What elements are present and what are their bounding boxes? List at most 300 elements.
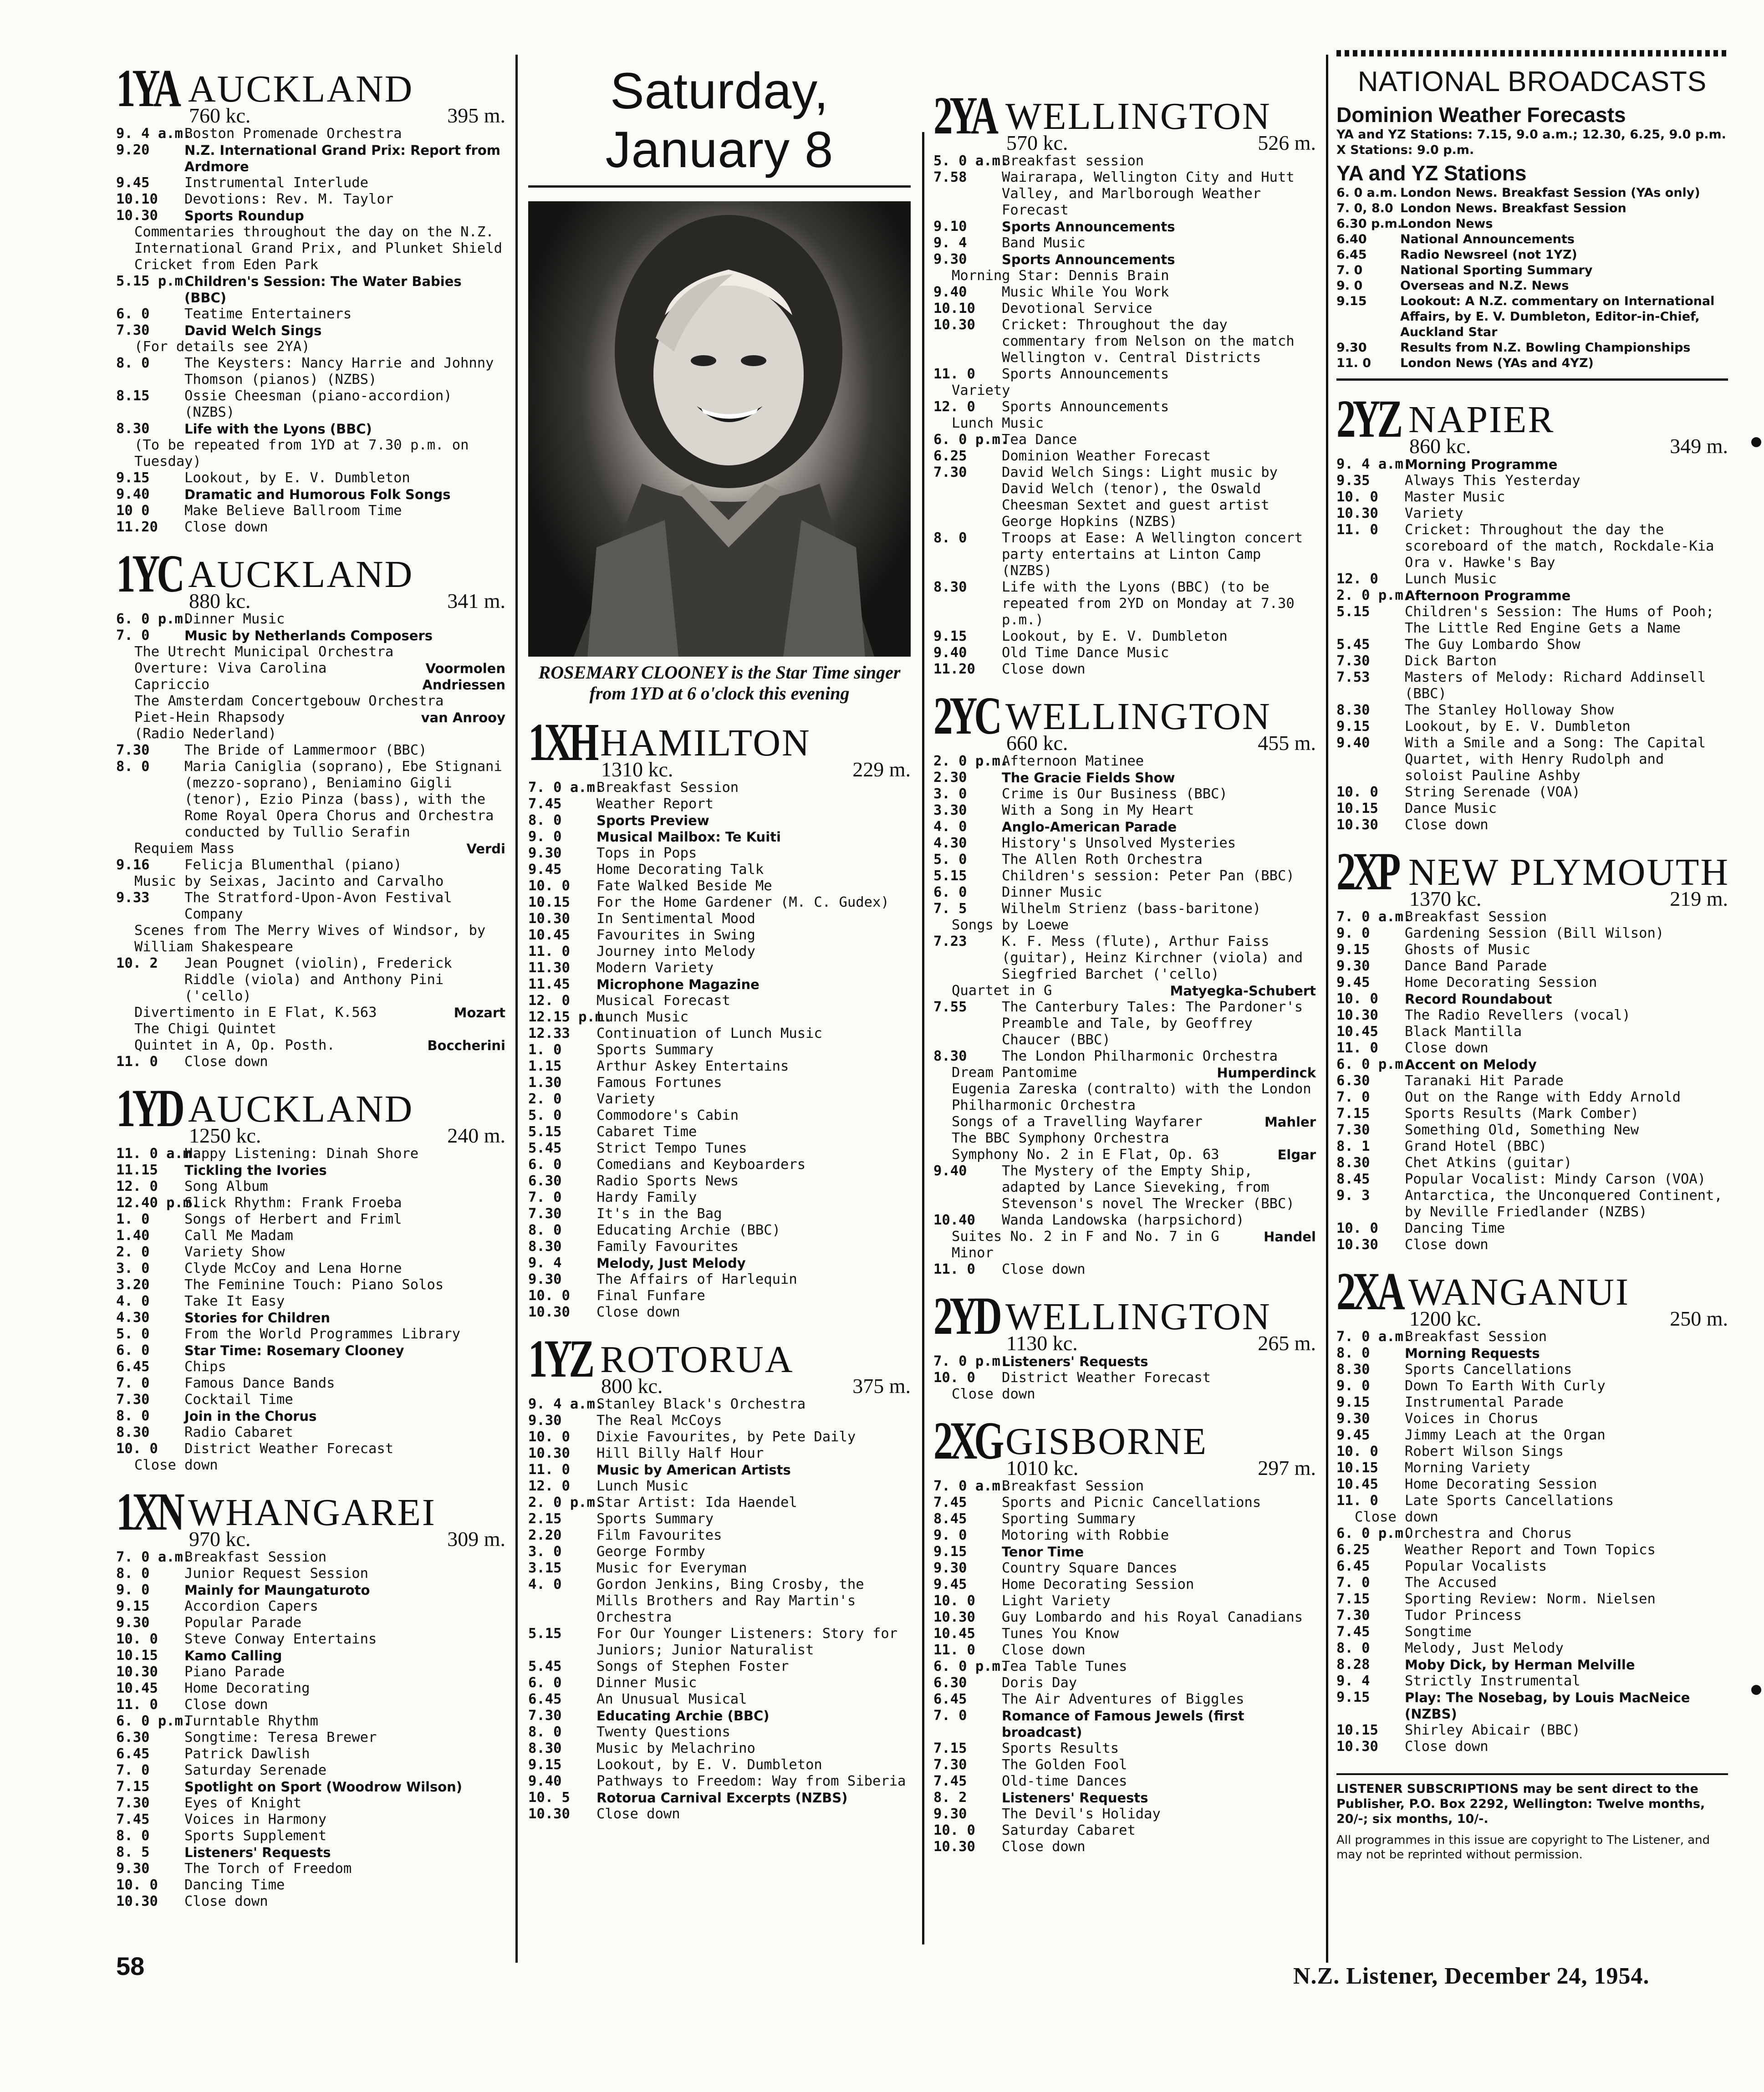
programme-time: 6.45 [116, 1359, 150, 1375]
programme-title: The Stratford-Upon-Avon Festival Company [184, 890, 452, 922]
programme-title: Lookout, by E. V. Dumbleton [1002, 628, 1228, 644]
programme-time: 12.40 p.m. [116, 1195, 200, 1211]
programme-title: Musical Mailbox: Te Kuiti [596, 829, 781, 845]
station-wavelength: 349 m. [1670, 434, 1728, 458]
programme-time: 3. 0 [528, 1544, 562, 1560]
station-block [933, 686, 1316, 1278]
programme-row [933, 753, 1316, 770]
programme-time: 9.15 [1336, 942, 1370, 958]
station-block [933, 86, 1316, 678]
programme-row [1336, 975, 1728, 991]
programme-time: 5.15 [933, 868, 967, 884]
programme-time: 9.15 [1336, 1394, 1370, 1410]
programme-row [528, 1009, 911, 1026]
programme-row [528, 911, 911, 927]
programme-row [1336, 1089, 1728, 1106]
programme-row [528, 1560, 911, 1577]
programme-title: The Devil's Holiday [1002, 1806, 1161, 1822]
programme-title: An Unusual Musical [596, 1691, 747, 1707]
programme-time: 11. 0 [116, 1054, 158, 1070]
programme-title: The Mystery of the Empty Ship, adapted by Lance Sieveking, from Stevenson's novel The Wrecker (BBC) [1002, 1163, 1295, 1212]
programme-time: 10.45 [1336, 1476, 1378, 1492]
programme-row [116, 503, 505, 519]
programme-row [528, 1806, 911, 1822]
programme-title: History's Unsolved Mysteries [1002, 835, 1236, 851]
programme-time: 9.15 [1336, 719, 1370, 735]
programme-time: 10. 0 [1336, 991, 1378, 1007]
station-city: NAPIER [1408, 398, 1555, 441]
programme-detail: The Chigi Quintet [134, 1021, 277, 1037]
issue-footer: N.Z. Listener, December 24, 1954. [1293, 1963, 1650, 1989]
station-frequency: 1010 kc. [1006, 1456, 1079, 1480]
work-title: Requiem Mass [134, 841, 235, 857]
programme-time: 5. 0 [116, 1326, 150, 1342]
programme-time: 8. 0 [528, 1222, 562, 1238]
work-title: Quartet in G [952, 983, 1052, 999]
programme-title: Popular Parade [184, 1615, 302, 1631]
programme-time: 7. 0 [116, 1762, 150, 1778]
station-callsign: 1XH [528, 712, 596, 772]
programme-title: Dinner Music [1002, 884, 1102, 900]
programme-row [933, 661, 1316, 678]
programme-time: 2. 0 p.m. [528, 1495, 604, 1510]
programme-row [1336, 604, 1728, 637]
programme-title: The Golden Fool [1002, 1757, 1127, 1773]
programme-row [1336, 1220, 1728, 1237]
programme-row [933, 1544, 1316, 1560]
programme-title: Voices in Harmony [184, 1811, 327, 1827]
programme-title: Dinner Music [184, 611, 285, 627]
programme-row [933, 1353, 1316, 1370]
programme-title: Songtime: Teresa Brewer [184, 1730, 377, 1745]
programme-row [1336, 1171, 1728, 1188]
composer: Andriessen [422, 677, 505, 693]
programme-row [528, 1478, 911, 1495]
programme-row [116, 1277, 505, 1293]
programme-row [933, 835, 1316, 852]
programme-row [1336, 1542, 1728, 1558]
programme-title: Record Roundabout [1405, 991, 1552, 1007]
programme-title: Close down [596, 1806, 680, 1822]
programme-time: 6. 0 p.m. [116, 611, 192, 627]
programme-title: Steve Conway Entertains [184, 1631, 377, 1647]
programme-row [1336, 1040, 1728, 1056]
programme-row [933, 464, 1316, 530]
programme-row [116, 1582, 505, 1598]
programme-row [116, 1441, 505, 1457]
station-wavelength: 219 m. [1670, 887, 1728, 910]
programme-title: Wairarapa, Wellington City and Hutt Valley, and Marlborough Weather Forecast [1002, 169, 1295, 218]
programme-row [116, 1697, 505, 1713]
programme-time: 6.40 [1336, 232, 1367, 246]
programme-title: The Canterbury Tales: The Pardoner's Preamble and Tale, by Geoffrey Chaucer (BBC) [1002, 999, 1303, 1048]
programme-title: Devotional Service [1002, 301, 1152, 316]
station-callsign: 2XG [933, 1411, 1001, 1470]
programme-title: Boston Promenade Orchestra [184, 126, 402, 142]
programme-row [116, 1310, 505, 1326]
national-programme-row [1336, 201, 1728, 216]
programme-row [528, 1396, 911, 1413]
programme-time: 9.15 [116, 470, 150, 486]
programme-title: Continuation of Lunch Music [596, 1026, 822, 1041]
station-frequency: 570 kc. [1006, 131, 1068, 154]
programme-row [528, 1544, 911, 1560]
programme-time: 8. 0 [116, 355, 150, 371]
programme-row [1336, 958, 1728, 975]
station-block [116, 1078, 505, 1474]
programme-time: 5.15 [1336, 604, 1370, 620]
programme-time: 9.30 [933, 1806, 967, 1822]
programme-time: 7. 0 [116, 628, 150, 643]
programme-row [116, 273, 505, 306]
programme-time: 10. 2 [116, 955, 158, 971]
programme-title: Home Decorating Session [1405, 975, 1597, 990]
programme-time: 9. 0 [1336, 279, 1363, 293]
programme-row [1336, 925, 1728, 942]
programme-time: 10.15 [528, 894, 570, 910]
programme-time: 6.30 [1336, 1073, 1370, 1089]
composer: Handel [1264, 1229, 1316, 1245]
composer: Elgar [1277, 1147, 1316, 1163]
programme-row [933, 1806, 1316, 1822]
programme-row [1336, 1155, 1728, 1171]
programme-title: Close down [596, 1304, 680, 1320]
programme-title: For the Home Gardener (M. C. Gudex) [596, 894, 889, 910]
programme-time: 9.16 [116, 857, 150, 873]
programme-title: Happy Listening: Dinah Shore [184, 1146, 419, 1162]
programme-time: 6. 0 [116, 1342, 150, 1358]
programme-time: 7.45 [1336, 1624, 1370, 1640]
programme-detail: Eugenia Zareska (contralto) with the London Philharmonic Orchestra [952, 1081, 1311, 1113]
programme-time: 8.45 [933, 1511, 967, 1527]
programme-time: 8. 0 [933, 530, 967, 546]
programme-row [528, 1189, 911, 1206]
station-city: ROTORUA [600, 1338, 794, 1381]
programme-title: The London Philharmonic Orchestra [1002, 1048, 1278, 1064]
programme-time: 7.30 [116, 1795, 150, 1811]
programme-row [528, 1107, 911, 1124]
programme-row [116, 1228, 505, 1244]
programme-row [116, 1566, 505, 1582]
programme-row [116, 1211, 505, 1228]
programme-title: Tea Table Tunes [1002, 1658, 1127, 1674]
programme-time: 10.30 [528, 1304, 570, 1320]
station-frequency: 760 kc. [189, 104, 251, 127]
programme-title: David Welch Sings: Light music by David Welch (tenor), the Oswald Cheesman Sextet and guest artist George Hopkins (NZBS) [1002, 464, 1278, 530]
programme-row [528, 1527, 911, 1544]
programme-time: 10.30 [528, 1806, 570, 1822]
programme-title: Black Mantilla [1405, 1024, 1522, 1040]
programme-row [528, 845, 911, 862]
programme-row [116, 1359, 505, 1375]
programme-row [528, 944, 911, 960]
programme-row [1336, 1024, 1728, 1040]
programme-row [933, 169, 1316, 219]
programme-time: 3.30 [933, 802, 967, 818]
programme-title: Shirley Abicair (BBC) [1405, 1722, 1580, 1738]
programme-time: 6. 0 a.m. [1336, 186, 1397, 200]
programme-row [116, 1746, 505, 1762]
programme-title: Sports Announcements [1002, 252, 1175, 267]
programme-row [933, 1740, 1316, 1757]
programme-row [116, 1179, 505, 1195]
programme-title: Close down [1002, 1839, 1086, 1855]
programme-row [933, 530, 1316, 579]
programme-row [528, 1658, 911, 1675]
programme-title: In Sentimental Mood [596, 911, 755, 927]
programme-time: 6.30 p.m. [1336, 217, 1402, 231]
programme-time: 10.30 [1336, 1007, 1378, 1023]
programme-title: Close down [1002, 1642, 1086, 1658]
programme-row [528, 1124, 911, 1140]
station-wavelength: 229 m. [852, 758, 911, 781]
composer: Voormolen [425, 661, 505, 676]
programme-row [1336, 1073, 1728, 1089]
programme-row [1336, 1106, 1728, 1122]
programme-time: 6. 0 p.m. [1336, 1526, 1412, 1541]
page-title: Saturday, January 8 [605, 62, 834, 178]
programme-row [116, 355, 505, 388]
programme-time: 10. 0 [933, 1370, 975, 1386]
programme-title: Dancing Time [1405, 1220, 1505, 1236]
programme-title: The Keysters: Nancy Harrie and Johnny Thomson (pianos) (NZBS) [184, 355, 494, 388]
programme-time: 6.30 [528, 1173, 562, 1189]
programme-time: 10. 5 [528, 1790, 570, 1806]
national-programme-row [1336, 247, 1728, 263]
programme-title: N.Z. International Grand Prix: Report from Ardmore [184, 143, 500, 174]
programme-row [1336, 1237, 1728, 1253]
programme-row [116, 519, 505, 536]
programme-title: Close down [184, 519, 268, 535]
programme-time: 10.45 [116, 1680, 158, 1696]
programme-row [116, 1615, 505, 1631]
programme-row [116, 1680, 505, 1697]
programme-time: 8.30 [1336, 1362, 1370, 1378]
work-title: Dream Pantomime [952, 1065, 1077, 1081]
programme-time: 7. 0 [933, 1708, 967, 1724]
programme-title: Favourites in Swing [596, 927, 755, 943]
programme-title: Lookout, by E. V. Dumbleton [184, 470, 410, 486]
programme-row [528, 1173, 911, 1189]
programme-time: 9. 4 [1336, 1673, 1370, 1689]
programme-row [116, 191, 505, 208]
station-block [1336, 389, 1728, 833]
station-wavelength: 250 m. [1670, 1307, 1728, 1330]
programme-row [528, 862, 911, 878]
programme-title: The Feminine Touch: Piano Solos [184, 1277, 444, 1293]
station-frequency: 1370 kc. [1409, 887, 1482, 910]
national-programme-list [1336, 185, 1728, 371]
programme-title: Musical Forecast [596, 993, 730, 1009]
programme-row [116, 470, 505, 486]
programme-title: Song Album [184, 1179, 268, 1194]
programme-row [933, 802, 1316, 819]
programme-title: National Sporting Summary [1400, 263, 1593, 277]
programme-row [116, 955, 505, 1005]
programme-title: Something Old, Something New [1405, 1122, 1639, 1138]
programme-row [933, 628, 1316, 645]
programme-title: Sports Roundup [184, 208, 304, 224]
programme-row [116, 1326, 505, 1342]
programme-time: 9. 4 a.m. [1336, 456, 1412, 472]
programme-time: 9.30 [116, 1861, 150, 1877]
programme-time: 7.30 [528, 1206, 562, 1222]
programme-title: Stories for Children [184, 1310, 331, 1326]
programme-title: Country Square Dances [1002, 1560, 1178, 1576]
programme-title: Morning Programme [1405, 457, 1558, 472]
programme-title: Light Variety [1002, 1593, 1111, 1609]
programme-title: Take It Easy [184, 1293, 285, 1309]
station-callsign: 1YC [116, 544, 182, 603]
programme-time: 7.45 [933, 1773, 967, 1789]
programme-title: K. F. Mess (flute), Arthur Faiss (guitar), Heinz Kirchner (viola) and Siegfried Barchet ('cello) [1002, 934, 1303, 982]
programme-time: 10.30 [933, 317, 975, 333]
column-4-stations [1336, 389, 1730, 1755]
programme-detail: Morning Star: Dennis Brain [952, 268, 1169, 284]
station-frequency: 860 kc. [1409, 434, 1471, 458]
programme-time: 6.30 [116, 1730, 150, 1745]
programme-time: 7.15 [1336, 1591, 1370, 1607]
programme-title: Results from N.Z. Bowling Championships [1400, 341, 1691, 355]
programme-title: Music While You Work [1002, 284, 1169, 300]
programme-time: 10. 0 [933, 1822, 975, 1838]
programme-title: Variety [1405, 505, 1463, 521]
programme-row [116, 322, 505, 339]
programme-work [116, 1005, 505, 1021]
programme-time: 1.30 [528, 1075, 562, 1091]
programme-title: Close down [184, 1893, 268, 1909]
programme-time: 11. 0 [1336, 522, 1378, 538]
programme-time: 8.28 [1336, 1657, 1370, 1673]
programme-row [116, 306, 505, 322]
programme-row [528, 878, 911, 894]
column-3 [933, 77, 1316, 1857]
programme-time: 6.25 [933, 448, 967, 464]
programme-title: The Stanley Holloway Show [1405, 702, 1614, 718]
programme-title: Lunch Music [1405, 571, 1497, 587]
programme-title: Tenor Time [1002, 1544, 1084, 1560]
programme-time: 9. 0 [116, 1582, 150, 1598]
work-title: Capriccio [134, 677, 210, 693]
programme-row [116, 421, 505, 437]
programme-title: Old Time Dance Music [1002, 645, 1169, 661]
programme-title: Strictly Instrumental [1405, 1673, 1580, 1689]
programme-row [1336, 1591, 1728, 1607]
station-block [933, 1411, 1316, 1855]
programme-row [1336, 817, 1728, 833]
programme-title: Dixie Favourites, by Pete Daily [596, 1429, 856, 1445]
station-wavelength: 265 m. [1258, 1332, 1316, 1355]
programme-detail: The BBC Symphony Orchestra [952, 1130, 1169, 1146]
programme-time: 7. 0 a.m. [1336, 909, 1412, 925]
programme-title: Overseas and N.Z. News [1400, 279, 1569, 293]
station-callsign: 2YZ [1336, 389, 1400, 449]
programme-time: 10.30 [1336, 1739, 1378, 1755]
margin-mark [1751, 1685, 1761, 1695]
programme-row [1336, 1394, 1728, 1411]
programme-time: 6. 0 [116, 306, 150, 322]
programme-row [1336, 1739, 1728, 1755]
programme-title: Hill Billy Half Hour [596, 1445, 764, 1461]
programme-row [933, 251, 1316, 268]
programme-time: 4. 0 [933, 819, 967, 835]
programme-title: Sports Results [1002, 1740, 1119, 1756]
programme-title: Songtime [1405, 1624, 1472, 1640]
section-rule [1336, 378, 1728, 381]
programme-row [1336, 1444, 1728, 1460]
station-frequency: 1250 kc. [189, 1124, 261, 1147]
programme-time: 10. 0 [528, 1288, 570, 1304]
programme-time: 8.30 [933, 579, 967, 595]
programme-title: Afternoon Matinee [1002, 753, 1144, 769]
programme-time: 7.30 [1336, 1122, 1370, 1138]
station-city: GISBORNE [1005, 1420, 1208, 1463]
programme-time: 8.30 [528, 1239, 562, 1255]
programme-title: Home Decorating Session [1405, 1476, 1597, 1492]
programme-title: Tickling the Ivories [184, 1163, 327, 1178]
programme-row [933, 1212, 1316, 1229]
programme-title: Educating Archie (BBC) [596, 1708, 770, 1724]
programme-row [933, 1261, 1316, 1278]
programme-row [1336, 719, 1728, 735]
programme-time: 11. 0 [1336, 1040, 1378, 1056]
programme-time: 8. 0 [116, 1828, 150, 1844]
station-city: WHANGAREI [188, 1491, 436, 1534]
programme-time: 11. 0 [1336, 1493, 1378, 1509]
programme-time: 7. 0 a.m. [1336, 1329, 1412, 1345]
programme-title: Junior Request Session [184, 1566, 368, 1582]
programme-title: Commodore's Cabin [596, 1107, 739, 1123]
programme-time: 9.10 [933, 219, 967, 235]
programme-title: Morning Requests [1405, 1346, 1540, 1361]
programme-time: 9.40 [933, 645, 967, 661]
station-wavelength: 455 m. [1258, 731, 1316, 755]
programme-time: 4.30 [116, 1310, 150, 1326]
programme-time: 10.30 [1336, 505, 1378, 521]
programme-row [933, 770, 1316, 786]
programme-detail: Close down [1355, 1509, 1438, 1525]
programme-row [933, 1495, 1316, 1511]
programme-detail: Songs by Loewe [952, 917, 1069, 933]
programme-row [933, 432, 1316, 448]
programme-time: 1.15 [528, 1058, 562, 1074]
programme-row [116, 208, 505, 224]
station-wavelength: 309 m. [447, 1527, 505, 1551]
programme-title: The Real McCoys [596, 1413, 722, 1429]
programme-time: 7.55 [933, 999, 967, 1015]
programme-title: Call Me Madam [184, 1228, 293, 1244]
programme-time: 8. 0 [528, 1724, 562, 1740]
programme-row [933, 786, 1316, 802]
programme-row [1336, 637, 1728, 653]
programme-title: Music by Netherlands Composers [184, 628, 433, 643]
programme-title: Listeners' Requests [1002, 1354, 1148, 1369]
programme-time: 8.30 [116, 1424, 150, 1440]
programme-time: 7.15 [116, 1779, 150, 1795]
programme-time: 7.30 [1336, 1607, 1370, 1623]
programme-detail: Close down [952, 1386, 1035, 1402]
programme-time: 11. 0 [933, 1642, 975, 1658]
programme-time: 10.30 [116, 1664, 158, 1680]
programme-row [933, 645, 1316, 661]
programme-time: 7. 0 [116, 1375, 150, 1391]
programme-title: Romance of Famous Jewels (first broadcast) [1002, 1708, 1244, 1740]
programme-row [528, 1091, 911, 1107]
programme-title: Children's Session: The Hums of Pooh; The Little Red Engine Gets a Name [1405, 604, 1714, 636]
programme-title: Felicja Blumenthal (piano) [184, 857, 402, 873]
programme-time: 9. 0 [933, 1527, 967, 1543]
programme-row [116, 1375, 505, 1392]
